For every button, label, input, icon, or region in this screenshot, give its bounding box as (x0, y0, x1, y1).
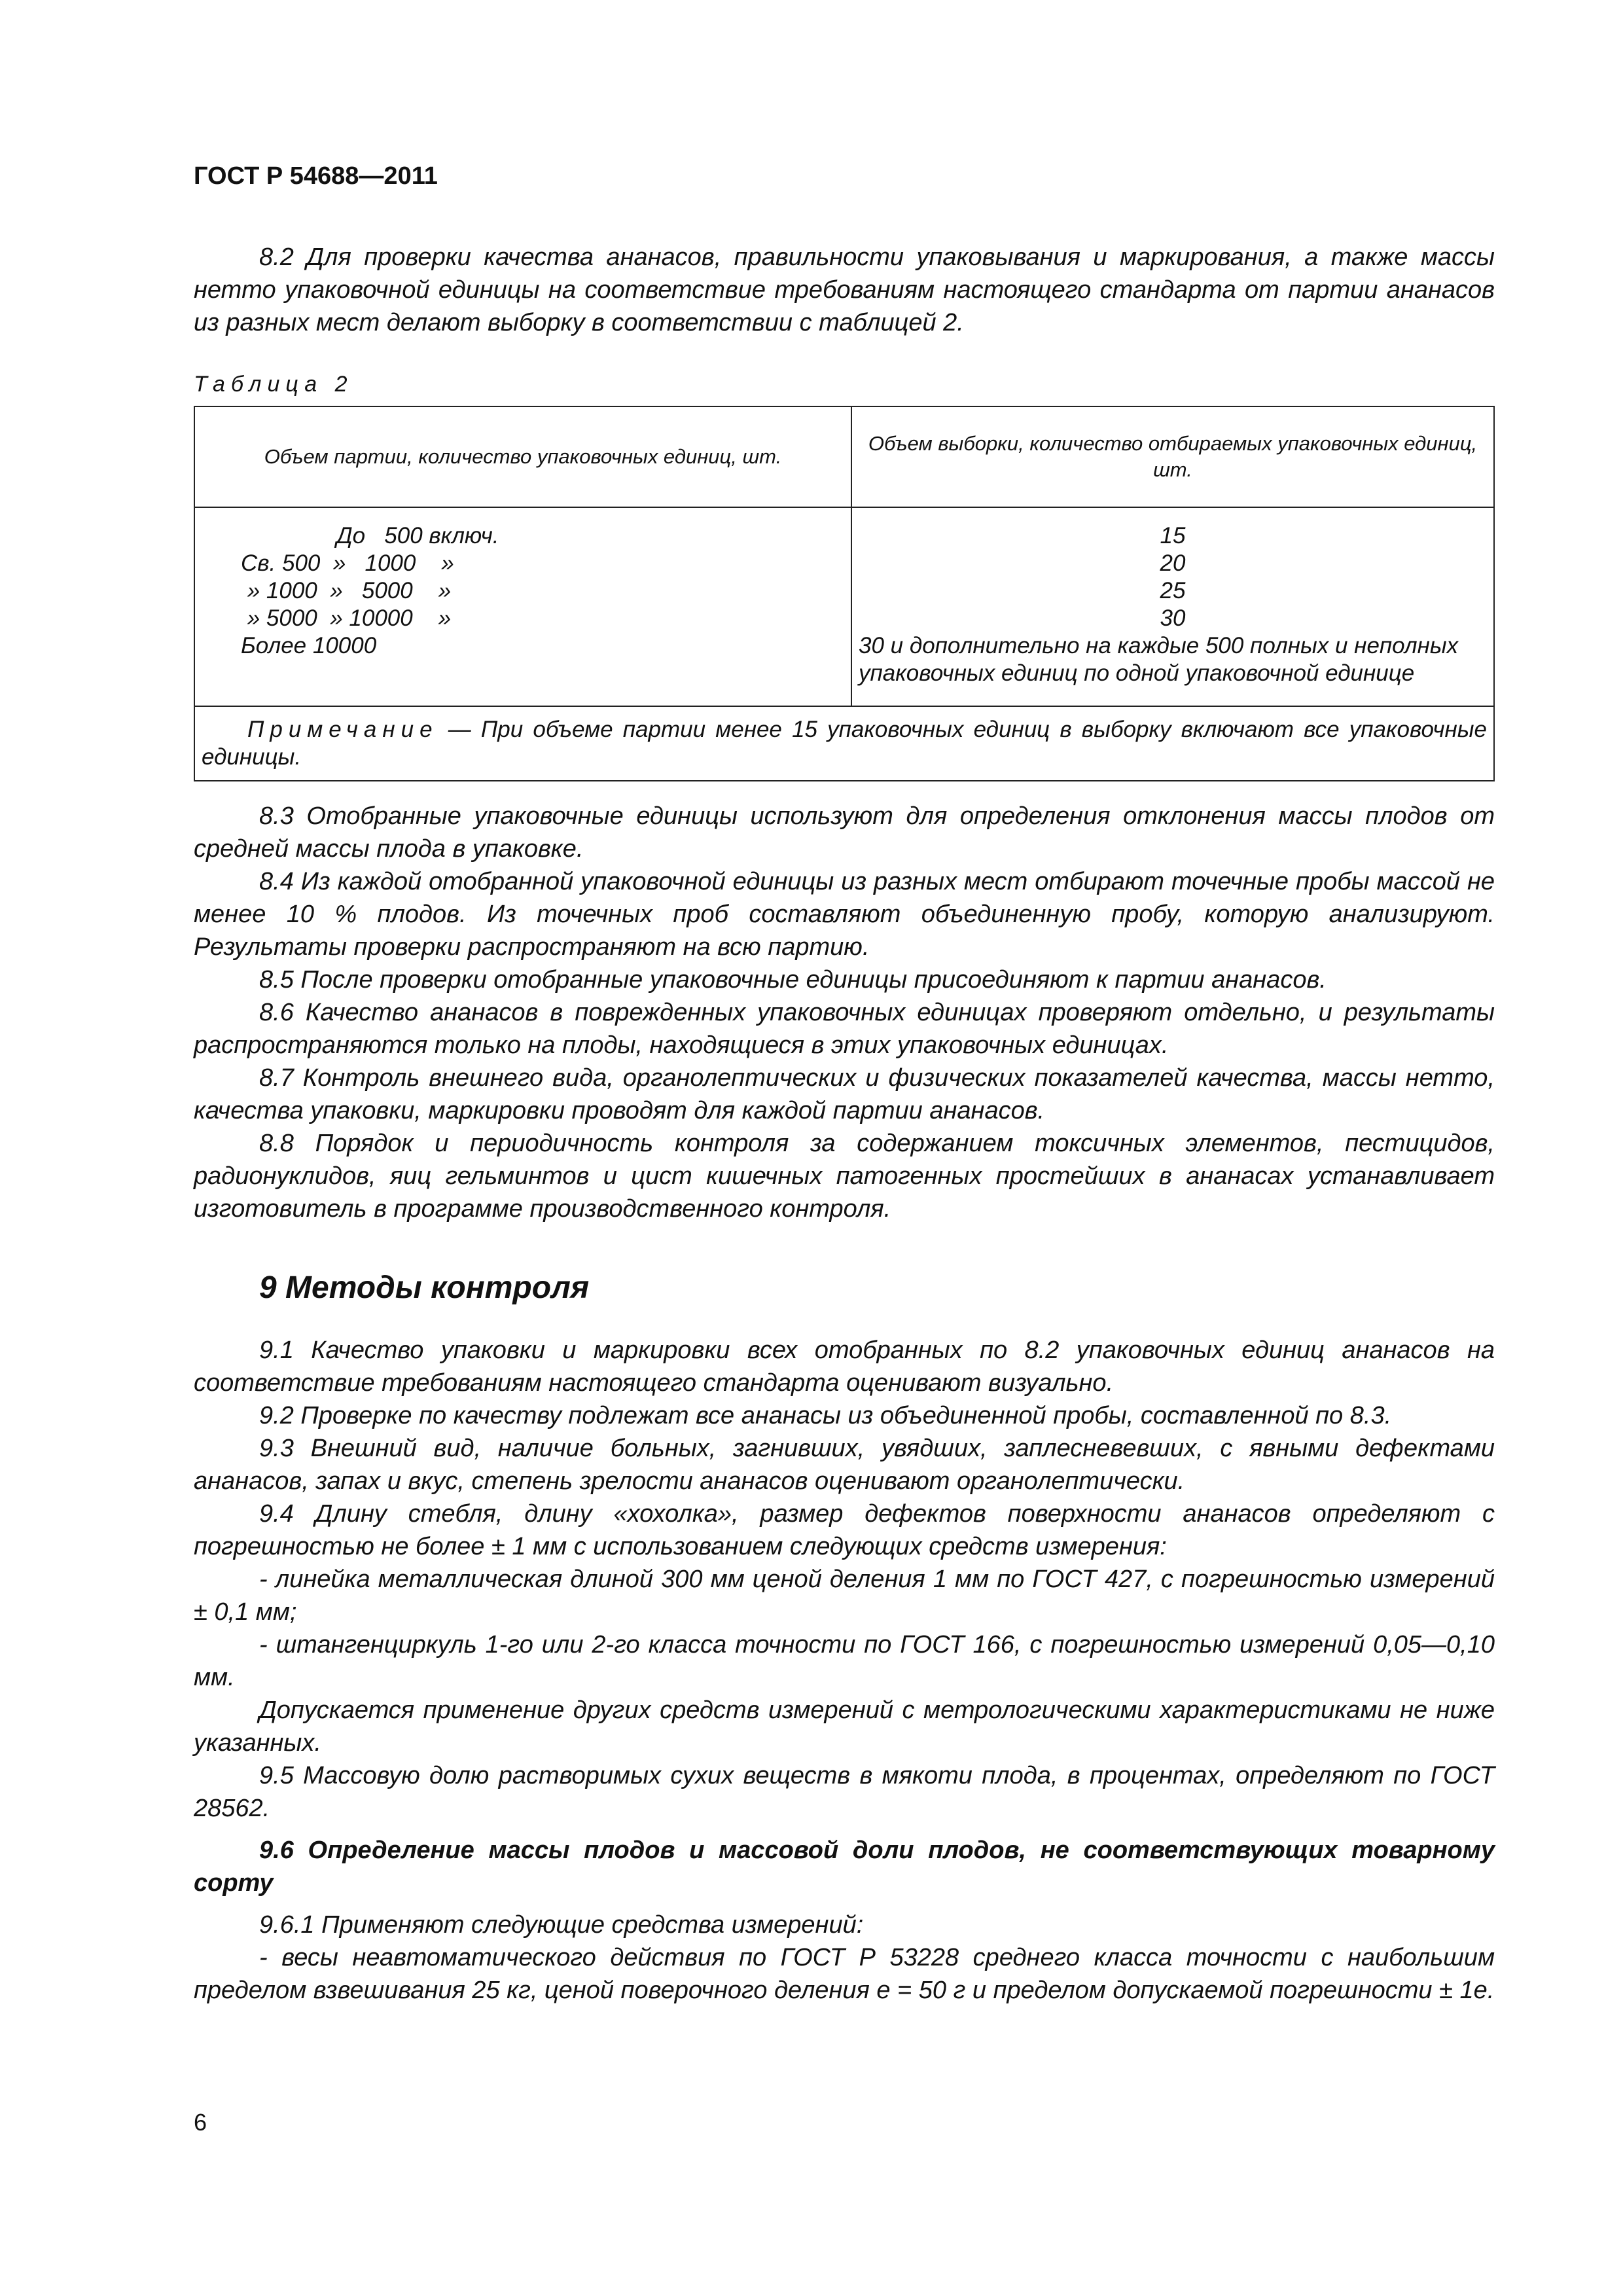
list-item-ruler: - линейка металлическая длиной 300 мм ценой деления 1 мм по ГОСТ 427, с погрешностью измерений ± 0,1 мм; (194, 1566, 1495, 1626)
paragraph-8-8: 8.8 Порядок и периодичность контроля за содержанием токсичных элементов, пестицидов, радионуклидов, яиц гельминтов и цист кишечных патогенных простейших в ананасах устанавливает изготовитель в программе производственного контроля. (194, 1130, 1495, 1223)
sample-value: 25 (1160, 578, 1186, 603)
table-2 (194, 406, 1495, 781)
paragraph-8-4: 8.4 Из каждой отобранной упаковочной единицы из разных мест отбирают точечные пробы массой не менее 10 % плодов. Из точечных проб составляют объединенную пробу, которую анализируют. Результаты проверки распространяют на всю партию. (194, 868, 1495, 961)
paragraph-8-6: 8.6 Качество ананасов в поврежденных упаковочных единицах проверяют отдельно, и результаты распространяются только на плоды, находящиеся в этих упаковочных единицах. (194, 999, 1495, 1059)
batch-value: Св. 500 » 1000 » (241, 550, 454, 576)
batch-column (194, 507, 851, 706)
subsection-9-6-title: 9.6 Определение массы плодов и массовой доли плодов, не соответствующих товарному сорту (194, 1837, 1495, 1897)
page-number: 6 (194, 2109, 207, 2136)
paragraph-9-6-1: 9.6.1 Применяют следующие средства измерений: (259, 1911, 864, 1939)
paragraph-allowed-instruments: Допускается применение других средств измерений с метрологическими характеристиками не ниже указанных. (194, 1696, 1495, 1757)
paragraph-9-2: 9.2 Проверке по качеству подлежат все ананасы из объединенной пробы, составленной по 8.3. (259, 1402, 1392, 1429)
sample-value: 20 (1160, 550, 1186, 576)
standard-code-header: ГОСТ Р 54688—2011 (194, 162, 438, 190)
table-caption: Таблица 2 (194, 372, 353, 397)
paragraph-8-7: 8.7 Контроль внешнего вида, органолептических и физических показателей качества, массы нетто, качества упаковки, маркировки проводят для каждой партии ананасов. (194, 1064, 1495, 1124)
table-body-row (194, 507, 1494, 706)
list-item-caliper: - штангенциркуль 1-го или 2-го класса точности по ГОСТ 166, с погрешностью измерений 0,05—0,10 мм. (194, 1631, 1495, 1691)
paragraph-9-3: 9.3 Внешний вид, наличие больных, загнивших, увядших, заплесневевших, с явными дефектами ананасов, запах и вкус, степень зрелости ананасов оценивают органолептически. (194, 1435, 1495, 1495)
table-header-sample-text: Объем выборки, количество отбираемых упаковочных единиц, шт. (868, 432, 1478, 481)
table-header-row (194, 406, 1494, 507)
batch-value: До 500 включ. (336, 523, 499, 548)
paragraph-9-1: 9.1 Качество упаковки и маркировки всех отобранных по 8.2 упаковочных единиц ананасов на соответствие требованиям настоящего стандарта оценивают визуально. (194, 1336, 1495, 1397)
batch-value: Более 10000 (241, 633, 377, 658)
sample-value: 30 (1160, 605, 1186, 631)
batch-value: » 5000 » 10000 » (241, 605, 452, 631)
section-8-paragraphs (194, 800, 1495, 1225)
list-item-scales: - весы неавтоматического действия по ГОСТ Р 53228 среднего класса точности с наибольшим пределом взвешивания 25 кг, ценой поверочного деления е = 50 г и пределом допускаемой погрешности ± 1е. (194, 1944, 1495, 2004)
section-9-title: 9 Методы контроля (259, 1270, 590, 1305)
sample-column (851, 507, 1494, 706)
note-label: Примечание (247, 717, 438, 742)
table-header-batch: Объем партии, количество упаковочных единиц, шт. (194, 406, 851, 507)
paragraph-8-5: 8.5 После проверки отобранные упаковочные единицы присоединяют к партии ананасов. (259, 966, 1327, 994)
section-9-paragraphs (194, 1334, 1495, 2007)
paragraph-9-5: 9.5 Массовую долю растворимых сухих веществ в мякоти плода, в процентах, определяют по ГОСТ 28562. (194, 1762, 1495, 1822)
sample-value: 15 (1160, 523, 1186, 548)
table-note-row (194, 706, 1494, 781)
sample-value: 30 и дополнительно на каждые 500 полных и неполных упаковочных единиц по одной упаковочной единице (859, 633, 1459, 686)
table-note (194, 706, 1494, 781)
batch-value: » 1000 » 5000 » (241, 578, 452, 603)
paragraph-8-3: 8.3 Отобранные упаковочные единицы используют для определения отклонения массы плодов от средней массы плода в упаковке. (194, 802, 1495, 863)
paragraph-9-4: 9.4 Длину стебля, длину «хохолка», размер дефектов поверхности ананасов определяют с погрешностью не более ± 1 мм с использованием следующих средств измерения: (194, 1500, 1495, 1560)
note-text: — При объеме партии менее 15 упаковочных единиц в выборку включают все упаковочные единицы. (202, 717, 1487, 770)
table-header-sample (851, 406, 1494, 507)
paragraph-8-2: 8.2 Для проверки качества ананасов, правильности упаковывания и маркирования, а также массы нетто упаковочной единицы на соответствие требованиям настоящего стандарта от партии ананасов из разных мест делают выборку в соответствии с таблицей 2. (194, 243, 1495, 336)
